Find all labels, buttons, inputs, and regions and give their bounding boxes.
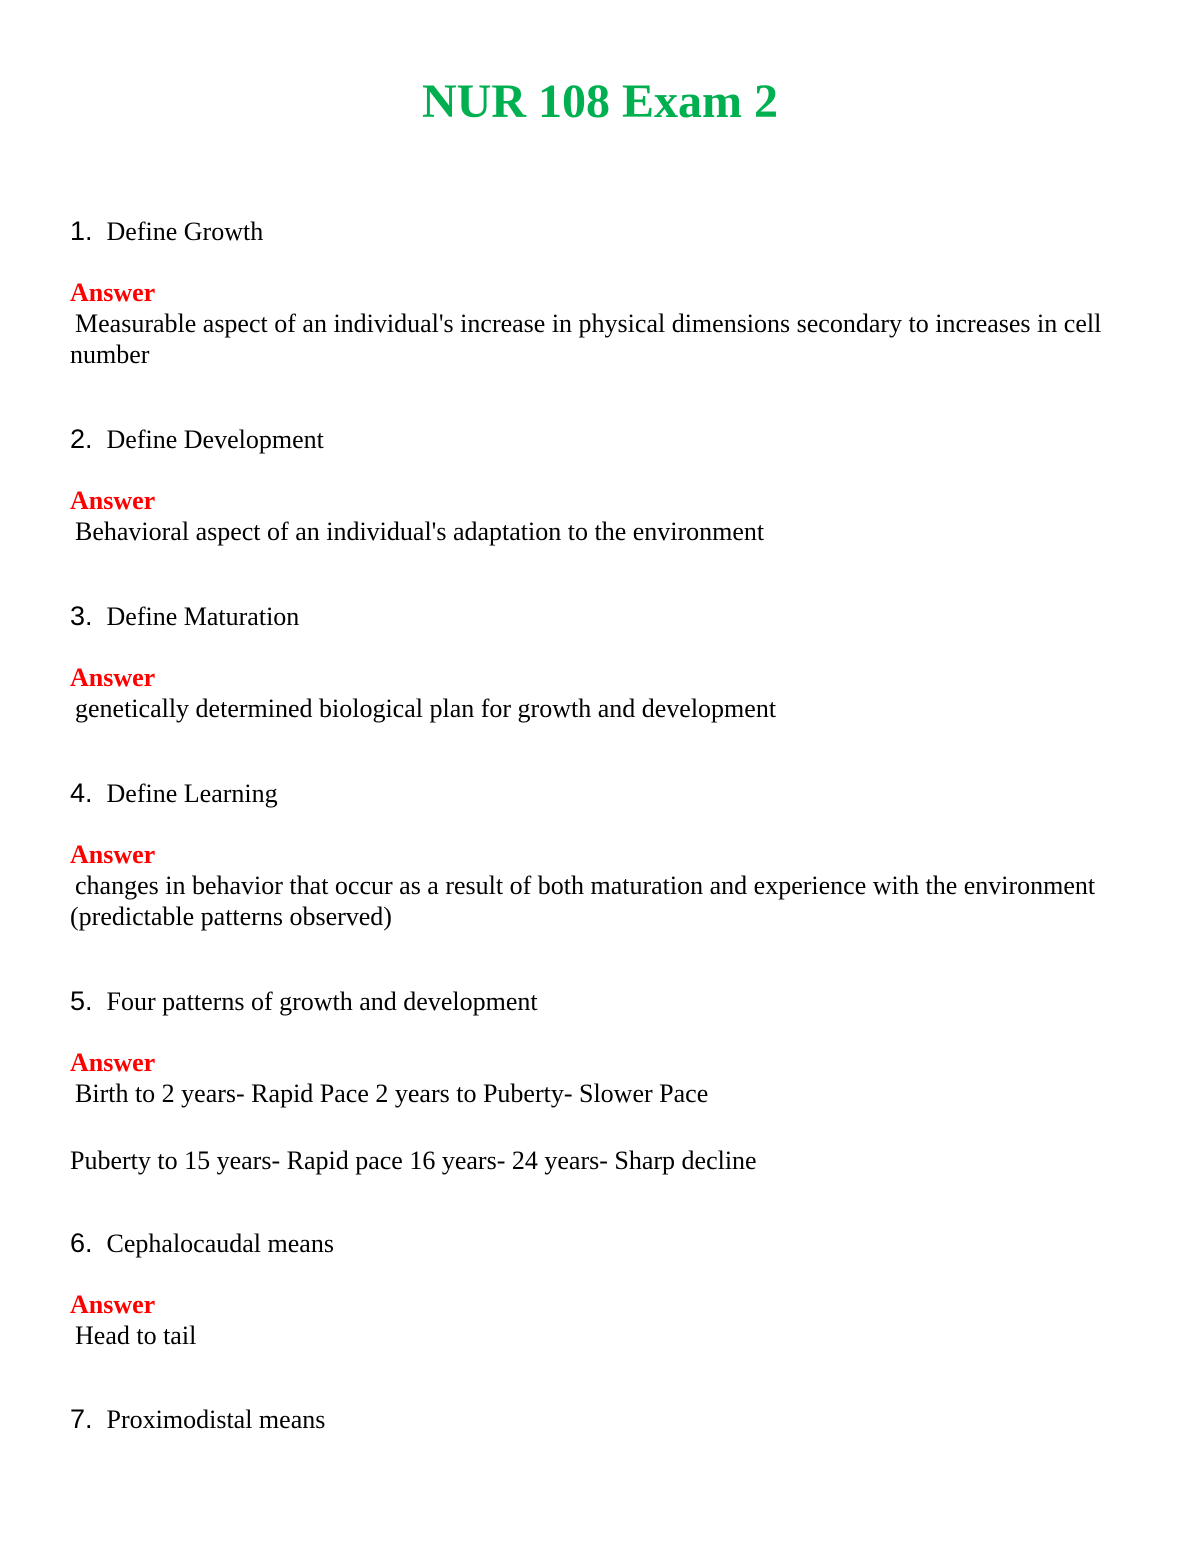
question-text: Cephalocaudal means <box>106 1229 334 1258</box>
answer-text: Birth to 2 years- Rapid Pace 2 years to Puberty- Slower Pace <box>75 1079 709 1108</box>
question-block-5 <box>70 985 1130 1176</box>
question-heading <box>70 1403 1130 1436</box>
question-heading <box>70 215 1130 248</box>
answer-text: genetically determined biological plan for growth and development <box>75 694 777 723</box>
answer-label: Answer <box>70 1048 156 1077</box>
question-heading <box>70 600 1130 633</box>
question-number: 7. <box>70 1404 93 1434</box>
answer-text: Measurable aspect of an individual's increase in physical dimensions secondary to increases in cell number <box>70 309 1102 369</box>
question-block-3 <box>70 600 1130 724</box>
question-block-4 <box>70 777 1130 932</box>
answer-label: Answer <box>70 278 156 307</box>
question-number: 1. <box>70 216 93 246</box>
question-number: 6. <box>70 1228 93 1258</box>
answer-label: Answer <box>70 1290 156 1319</box>
answer-text-continued: Puberty to 15 years- Rapid pace 16 years- 24 years- Sharp decline <box>70 1146 757 1175</box>
question-heading <box>70 423 1130 456</box>
answer-label: Answer <box>70 486 156 515</box>
question-text: Define Learning <box>106 779 278 808</box>
question-text: Define Development <box>106 425 324 454</box>
page-title: NUR 108 Exam 2 <box>422 75 778 128</box>
answer-label: Answer <box>70 840 156 869</box>
question-number: 5. <box>70 986 93 1016</box>
answer-text: Head to tail <box>75 1321 197 1350</box>
answer-text: Behavioral aspect of an individual's adaptation to the environment <box>75 517 765 546</box>
question-heading <box>70 1227 1130 1260</box>
question-block-1 <box>70 215 1130 370</box>
question-heading <box>70 777 1130 810</box>
question-text: Define Maturation <box>106 602 300 631</box>
question-block-6 <box>70 1227 1130 1351</box>
question-heading <box>70 985 1130 1018</box>
question-number: 3. <box>70 601 93 631</box>
question-number: 2. <box>70 424 93 454</box>
question-block-7 <box>70 1403 1130 1436</box>
answer-text: changes in behavior that occur as a result of both maturation and experience with the environment (predictable patterns observed) <box>70 871 1096 931</box>
question-block-2 <box>70 423 1130 547</box>
answer-label: Answer <box>70 663 156 692</box>
question-text: Define Growth <box>106 217 264 246</box>
question-text: Proximodistal means <box>106 1405 326 1434</box>
question-text: Four patterns of growth and development <box>106 987 538 1016</box>
question-number: 4. <box>70 778 93 808</box>
